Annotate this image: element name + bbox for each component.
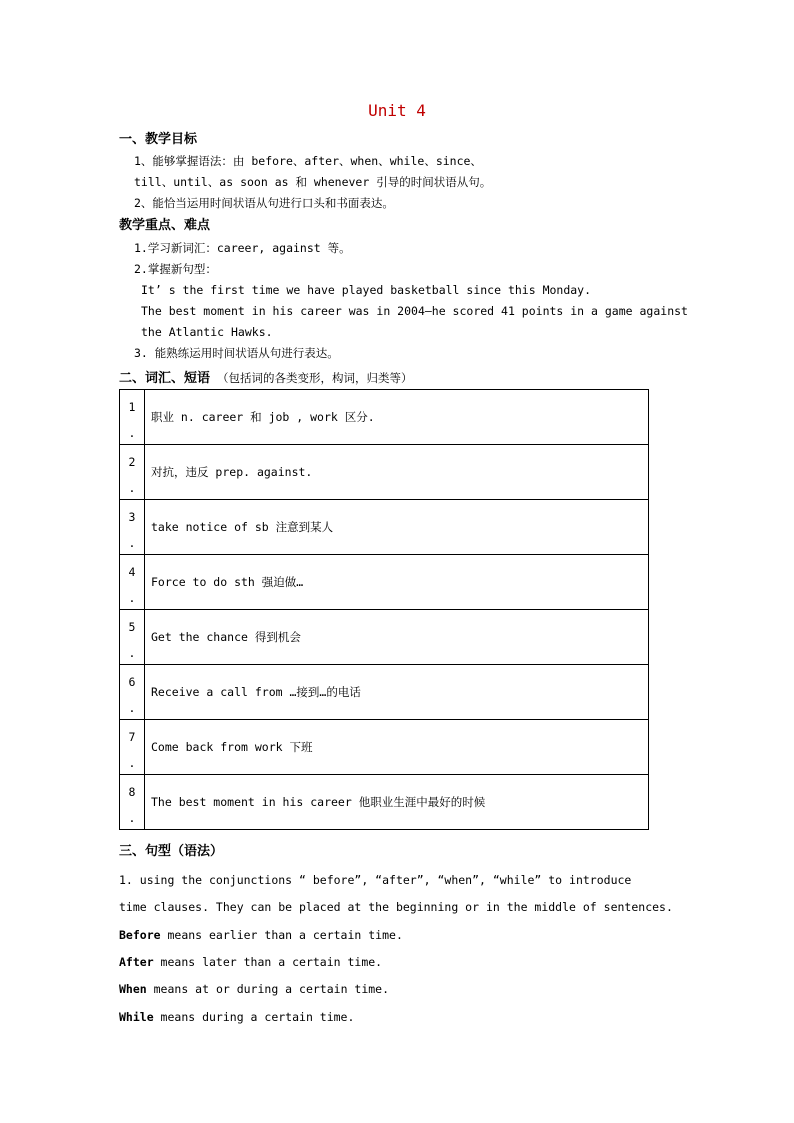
vocab-row-number-dot: . xyxy=(128,646,136,660)
vocab-row-text: 对抗，违反 prep. against. xyxy=(145,445,649,500)
vocab-row-number-cell xyxy=(120,445,145,500)
vocab-row-number: 5 xyxy=(128,620,136,634)
vocab-row xyxy=(120,555,649,610)
section3-heading: 三、句型（语法） xyxy=(119,844,224,859)
vocab-row-number-cell xyxy=(120,500,145,555)
while-term: While xyxy=(119,1010,154,1024)
vocab-row xyxy=(120,720,649,775)
vocab-row xyxy=(120,390,649,445)
vocab-row-number-cell xyxy=(120,775,145,830)
vocab-row-text: The best moment in his career 他职业生涯中最好的时候 xyxy=(145,775,649,830)
vocab-row-number: 6 xyxy=(128,675,136,689)
key-item-2: 2.掌握新句型： xyxy=(134,262,217,276)
while-meaning: means during a certain time. xyxy=(153,1010,355,1024)
vocab-row-text: Receive a call from …接到…的电话 xyxy=(145,665,649,720)
vocab-row-text: Force to do sth 强迫做… xyxy=(145,555,649,610)
vocab-row-number-dot: . xyxy=(128,591,136,605)
vocab-row-number: 1 xyxy=(128,400,136,414)
after-definition xyxy=(119,954,382,970)
vocab-row-number: 2 xyxy=(128,455,136,469)
before-meaning: means earlier than a certain time. xyxy=(160,928,403,942)
vocab-row-number-dot: . xyxy=(128,701,136,715)
section1-heading: 一、教学目标 xyxy=(119,132,198,147)
vocab-row-number: 3 xyxy=(128,510,136,524)
vocab-row xyxy=(120,445,649,500)
key-points-heading: 教学重点、难点 xyxy=(119,218,211,233)
when-definition xyxy=(119,981,389,997)
key-item-1: 1.学习新词汇：career, against 等。 xyxy=(134,241,351,255)
vocabulary-table xyxy=(119,389,649,830)
before-term: Before xyxy=(119,928,161,942)
page-title: Unit 4 xyxy=(368,101,426,120)
vocab-row-number-dot: . xyxy=(128,811,136,825)
example-sentence-2a: The best moment in his career was in 2004—he scored 41 points in a game against xyxy=(141,304,688,318)
example-sentence-1: It’ s the first time we have played basketball since this Monday. xyxy=(141,283,592,297)
vocab-row-number-cell xyxy=(120,555,145,610)
vocab-row-number-dot: . xyxy=(128,756,136,770)
grammar-line-1: 1. using the conjunctions “ before”, “after”, “when”, “while” to introduce xyxy=(119,873,632,887)
when-meaning: means at or during a certain time. xyxy=(146,982,390,996)
vocab-row-text: Come back from work 下班 xyxy=(145,720,649,775)
vocab-row-number: 4 xyxy=(128,565,136,579)
key-item-3: 3. 能熟练运用时间状语从句进行表达。 xyxy=(134,346,339,360)
section2-heading: 二、词汇、短语 xyxy=(119,371,211,386)
objective-2: 2、能恰当运用时间状语从句进行口头和书面表达。 xyxy=(134,196,394,210)
vocab-row-text: Get the chance 得到机会 xyxy=(145,610,649,665)
while-definition xyxy=(119,1009,354,1025)
example-sentence-2b: the Atlantic Hawks. xyxy=(141,325,273,339)
after-meaning: means later than a certain time. xyxy=(153,955,383,969)
section2-note: （包括词的各类变形，构词，归类等） xyxy=(216,371,413,385)
vocab-row-number-cell xyxy=(120,720,145,775)
vocab-row-number-dot: . xyxy=(128,481,136,495)
vocab-row-number-cell xyxy=(120,610,145,665)
section2-heading-line xyxy=(119,370,412,387)
vocab-row-text: 职业 n. career 和 job , work 区分. xyxy=(145,390,649,445)
vocab-row-text: take notice of sb 注意到某人 xyxy=(145,500,649,555)
vocab-row-number: 8 xyxy=(128,785,136,799)
vocab-row xyxy=(120,500,649,555)
vocab-row-number-dot: . xyxy=(128,536,136,550)
vocab-row-number-dot: . xyxy=(128,426,136,440)
before-definition xyxy=(119,927,403,943)
objective-1b: till、until、as soon as 和 whenever 引导的时间状语从句。 xyxy=(134,175,492,189)
vocab-row-number: 7 xyxy=(128,730,136,744)
vocab-row-number-cell xyxy=(120,390,145,445)
vocab-row xyxy=(120,775,649,830)
vocab-row xyxy=(120,610,649,665)
grammar-line-2: time clauses. They can be placed at the beginning or in the middle of sentences. xyxy=(119,900,673,914)
objective-1a: 1、能够掌握语法：由 before、after、when、while、since、 xyxy=(134,154,482,168)
when-term: When xyxy=(119,982,147,996)
vocab-row xyxy=(120,665,649,720)
vocab-row-number-cell xyxy=(120,665,145,720)
after-term: After xyxy=(119,955,154,969)
